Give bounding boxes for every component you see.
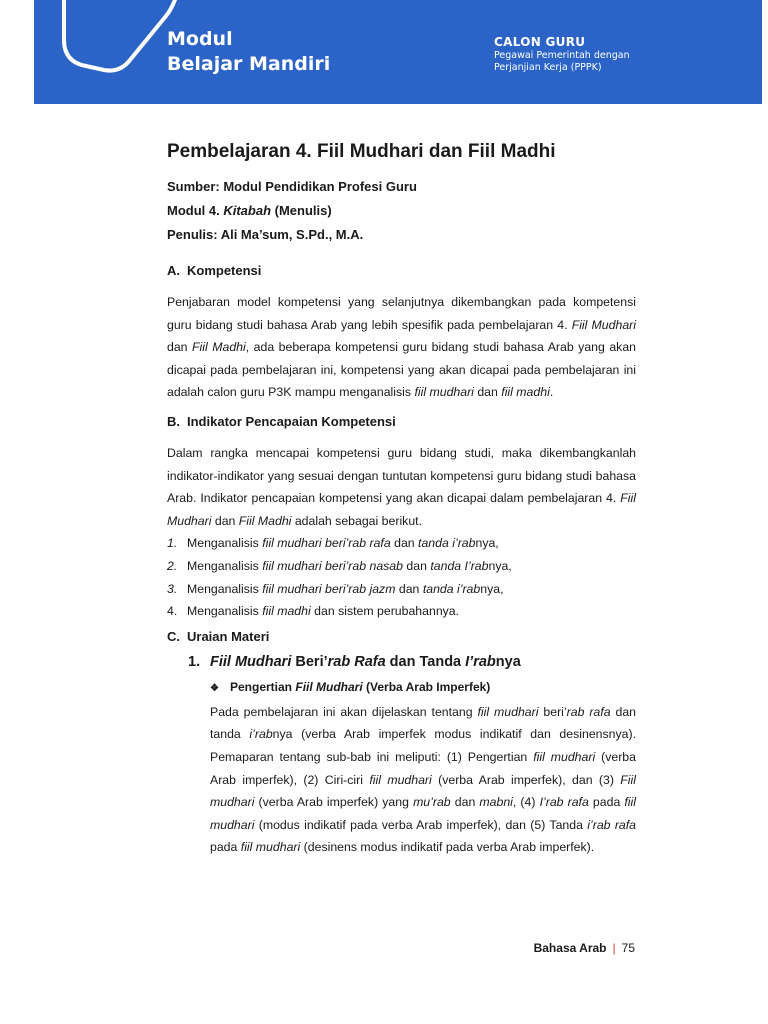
text-run: Pada pembelajaran ini akan dijelaskan tentang [210,704,478,719]
section-b-paragraph [167,442,636,532]
program-sub-line1: Pegawai Pemerintah dengan [494,50,630,61]
text-run: nya, [475,536,499,551]
text-run-italic: rab Rafa [327,653,386,670]
program-label [494,34,630,74]
text-run: (verba Arab imperfek), dan (3) [431,772,621,787]
section-a-number: A. [167,263,180,278]
header-banner [34,0,762,104]
text-run: dan [450,795,480,810]
section-a-heading [167,261,636,281]
text-run-italic: tanda i’rab [422,581,481,596]
text-run: nya (verba Arab imperfek modus indikatif dan desinensnya). Pemaparan tentang sub-bab ini meliputi: (1) Pengertian [210,727,636,764]
list-number: 2. [167,558,178,573]
subsection-1-number: 1. [188,653,201,670]
section-c-paragraph [167,701,636,859]
text-run: Beri’ [291,653,328,670]
text-run-italic: fiil mudhari [210,795,637,832]
text-run: Dalam rangka mencapai kompetensi guru bidang studi, maka dikembangkanlah indikator-indikator yang sesuai dengan tuntutan kompetensi guru bidang studi bahasa Arab. Indikator pencapaian kompetensi yang akan dicapai dalam pembelajaran 4. [167,445,636,506]
section-c-heading [167,627,636,647]
module-title-line2: Belajar Mandiri [167,53,331,75]
text-run-italic: Fiil Mudhari [167,491,636,528]
text-run: dan [211,513,239,528]
text-run: nya, [488,558,512,573]
text-run: Menganalisis [187,604,263,619]
text-run-italic: fiil mudhari [240,840,301,855]
text-run: dan [390,536,419,551]
subsection-point-heading [167,677,636,699]
text-run: . [549,385,554,400]
text-run-italic: Fiil mudhari [210,772,637,810]
list-number: 4. [167,604,178,619]
text-run-italic: i’rab [249,727,273,742]
program-main: CALON GURU [494,35,586,49]
text-run: nya, [480,581,504,596]
text-run-italic: tanda I’rab [430,558,489,573]
diamond-bullet-icon: ❖ [210,682,219,694]
text-run: dan [395,581,423,596]
text-run: dan [167,340,193,355]
subsection-1-heading [167,651,636,673]
text-run-italic: mabni [479,795,513,810]
section-a-title: Kompetensi [187,263,262,278]
text-run-italic: i’rab rafa [587,817,637,832]
text-run: (verba Arab imperfek) yang [254,795,414,810]
section-b-title: Indikator Pencapaian Kompetensi [187,413,396,429]
text-run: (modus indikatif pada verba Arab imperfek), dan (5) Tanda [254,817,588,832]
page-footer [534,940,635,956]
text-run-italic: fiil mudhari beri’rab rafa [262,536,391,551]
text-run: (desinens modus indikatif pada verba Arab imperfek). [300,840,595,855]
page-number: 75 [621,941,635,955]
list-number: 1. [167,536,178,551]
text-run: Menganalisis [187,558,263,573]
text-run-italic: fiil mudhari [369,772,432,787]
text-run-italic: I’rab [465,653,496,670]
text-run: Menganalisis [187,581,263,596]
text-run-italic: fiil madhi [501,385,550,400]
author-line: Penulis: Ali Ma’sum, S.Pd., M.A. [167,227,364,242]
text-run: , (4) [512,795,540,810]
list-item [167,578,636,601]
text-run-italic: Fiil Mudhari [210,653,292,670]
module-line [167,199,636,223]
text-run-italic: rab rafa [566,704,611,719]
text-run-italic: Fiil Madhi [192,340,246,355]
text-run: (Verba Arab Imperfek) [362,679,491,694]
text-run-italic: fiil mudhari beri’rab nasab [262,558,403,573]
module-title-line1: Modul [167,28,233,50]
list-item [167,532,636,555]
list-number: 3. [167,581,178,596]
text-run-italic: fiil mudhari [477,704,539,719]
text-run-italic: fiil madhi [262,604,311,619]
text-run-italic: I’rab rafa [539,795,589,810]
text-run: dan tanda [210,704,636,742]
text-run: pada [210,840,241,855]
text-run: nya [495,653,521,670]
footer-separator: | [612,941,616,955]
section-b-heading [167,412,636,432]
text-run: Pengertian [230,679,296,694]
text-run: , ada beberapa kompetensi guru bidang studi bahasa Arab yang akan dicapai pada pembelajaran ini, kompetensi yang akan dicapai pada pembelajaran ini adalah calon guru P3K mampu menganalisis [167,340,636,400]
text-run: (verba Arab imperfek), (2) Ciri-ciri [210,749,636,787]
text-run: dan [403,558,431,573]
document-body [167,140,636,859]
page-title: Pembelajaran 4. Fiil Mudhari dan Fiil Madhi [167,141,556,162]
text-run-italic: Fiil Mudhari [295,679,363,694]
text-run-italic: tanda i’rab [418,536,476,551]
section-c-title: Uraian Materi [187,628,270,644]
section-b-number: B. [167,413,180,429]
section-c-number: C. [167,628,180,644]
text-run: beri’ [538,704,567,719]
text-run-italic: Fiil Madhi [238,513,292,528]
text-run-italic: fiil mudhari [414,385,474,400]
indicator-list [167,532,636,622]
text-run-italic: Fiil Mudhari [571,317,636,332]
list-item [167,600,636,623]
text-run: dan [473,385,502,400]
text-run: adalah sebagai berikut. [291,513,422,528]
text-run: Menganalisis [187,536,263,551]
module-suffix: (Menulis) [274,203,332,218]
module-title [167,27,330,77]
text-run: pada [588,795,625,810]
footer-subject: Bahasa Arab [533,941,607,955]
text-run-italic: fiil mudhari beri’rab jazm [262,581,396,596]
section-a-paragraph [167,291,636,404]
module-italic: Kitabah [223,203,272,218]
text-run-italic: fiil mudhari [533,749,596,764]
module-prefix: Modul 4. [167,203,220,218]
text-run: dan sistem perubahannya. [310,604,460,619]
list-item [167,555,636,578]
source-line: Sumber: Modul Pendidikan Profesi Guru [167,179,417,194]
text-run: dan Tanda [385,653,466,670]
text-run-italic: mu’rab [413,795,451,810]
text-run: Penjabaran model kompetensi yang selanjutnya dikembangkan pada kompetensi guru bidang studi bahasa Arab yang lebih spesifik pada pembelajaran 4. [167,295,636,332]
program-sub-line2: Perjanjian Kerja (PPPK) [494,62,602,73]
